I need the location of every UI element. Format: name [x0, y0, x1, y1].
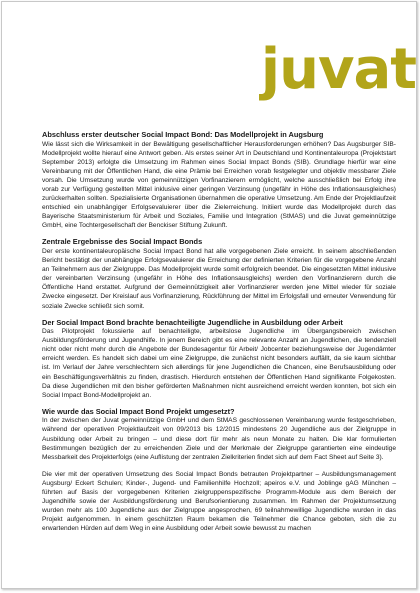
section-paragraph: Die vier mit der operativen Umsetzung des Social Impact Bonds betrauten Projektpartner – Ausbildungsmanagement Augsburg/ Eckert Schulen; Kinder-, Jugend- und Familienhilfe Hochzoll; apeiros e.V. und Joblinge gAG München – führten auf Basis der vorgegebenen Kriterien zielgruppenspezifische Programm-Module aus dem Bereich der Jugendhilfe sowie der Ausbildungsförderung und Berufsorientierung zusammen. Im Rahmen der Projektumsetzung wurden mehr als 100 Jugendliche aus der Zielgruppe angesprochen, 69 teilnahmewillige Jugendliche wurden in das Projekt aufgenommen. In einem geschützten Raum bekamen die Teilnehmer die Chance geboten, sich die zu erwartenden Hürden auf dem Weg in eine Ausbildung oder Arbeit sowie bewusst zu machen — [42, 470, 396, 533]
section-ergebnisse — [42, 237, 396, 310]
section-paragraph: Der erste kontinentaleuropäische Social Impact Bond hat alle vorgegebenen Ziele erreicht. In seinem abschließenden Bericht bestätigt der unabhängige Erfolgsevaluierer die Erreichung der definierten Kriterien für die vorgegebene Anzahl an Teilnehmern aus der Zielgruppe. Das Modellprojekt wurde somit erfolgreich beendet. Die eingesetzten Mittel inklusive der vereinbarten Verzinsung (ungefähr in Höhe des Inflationsausgleichs) werden den Vorfinanzierern durch die Öffentliche Hand erstattet. Aufgrund der Gemeinnützigkeit aller Vorfinanzierer werden jene Mittel wieder für soziale Zwecke eingesetzt. Der Kreislauf aus Vorfinanzierung, Rückführung der Mittel im Erfolgsfall und erneuter Verwendung für soziale Zwecke schließt sich somit. — [42, 247, 396, 310]
section-paragraph: Das Pilotprojekt fokussierte auf benachteiligte, arbeitslose Jugendliche im Übergangsbereich zwischen Ausbildungsförderung und Jugendhilfe. In jenem Bereich gibt es eine relevante Anzahl an Jugendlichen, die tendenziell nicht oder nicht mehr durch die Angebote der Bundesagentur für Arbeit/ Jobcenter beziehungsweise der Jugendämter erreicht werden. Es handelt sich dabei um eine Zielgruppe, die zunächst nicht besonders auffällt, da sie kaum sichtbar ist. Im Verlauf der Jahre verschlechtern sich allerdings für jene Jugendlichen die Chancen, eine Berufsausbildung oder ein Beschäftigungsverhältnis zu finden, drastisch. Hierdurch entstehen der Öffentlichen Hand signifikante Folgekosten. Da diese Jugendlichen mit den bisher geförderten Maßnahmen nicht ausreichend erreicht werden konnten, bot sich ein Social Impact Bond-Modellprojekt an. — [42, 328, 396, 399]
document-body — [42, 130, 396, 540]
section-paragraph: Wie lässt sich die Wirksamkeit in der Bewältigung gesellschaftlicher Herausforderungen erhöhen? Das Augsburger SIB-Modellprojekt wollte hierauf eine Antwort geben. Als erstes seiner Art in Deutschland und Kontinentaleuropa (Projektstart September 2013) erfolgte die Umsetzung im Rahmen eines Social Impact Bonds (SIB). Grundlage hierfür war eine Vereinbarung mit der Öffentlichen Hand, die eine Prämie bei Erreichen vorab festgelegter und objektiv messbarer Ziele vorsah. Die Umsetzung wurde von gemeinnützigen Vorfinanzierern ermöglicht, welche ausschließlich bei Erfolg ihre vorab zur Verfügung gestellten Mittel inklusive einer geringen Verzinsung (ungefähr in Höhe des Inflationsausgleiches) zurückerhalten sollten. Spezialisierte Organisationen übernahmen die operative Umsetzung. Am Ende der Projektlaufzeit entschied ein unabhängiger Erfolgsevaluierer über die Zielerreichung. Initiiert wurde das Modellprojekt durch das Bayerische Staatsministerium für Arbeit und Soziales, Familie und Integration (StMAS) und die Juvat gemeinnützige GmbH, eine Tochtergesellschaft der Benckiser Stiftung Zukunft. — [42, 140, 396, 230]
section-paragraph: In der zwischen der Juvat gemeinnützige GmbH und dem StMAS geschlossenen Vereinbarung wurde festgeschrieben, während der operativen Projektlaufzeit von 09/2013 bis 12/2015 mindestens 20 Jugendliche aus der Zielgruppe in Ausbildung oder Arbeit zu bringen – und diese dort für mehr als neun Monate zu halten. Die klar formulierten Bestimmungen bezüglich der zu erreichenden Ziele und der Merkmale der Zielgruppe garantierten eine eindeutige Messbarkeit des Projekterfolgs (eine Auflistung der zentralen Zielkriterien findet sich auf dem Fact Sheet auf Seite 3). — [42, 417, 396, 461]
section-abschluss — [42, 130, 396, 230]
section-heading: Abschluss erster deutscher Social Impact Bond: Das Modellprojekt in Augsburg — [42, 130, 324, 139]
section-heading: Zentrale Ergebnisse des Social Impact Bonds — [42, 237, 203, 247]
document-page — [1, 1, 417, 589]
section-heading: Der Social Impact Bond brachte benachteiligte Jugendliche in Ausbildung oder Arbeit — [42, 317, 343, 327]
section-heading: Wie wurde das Social Impact Bond Projekt umgesetzt? — [42, 406, 235, 416]
juvat-logo: juvat — [260, 37, 416, 102]
section-jugendliche — [42, 318, 396, 400]
section-umsetzung — [42, 407, 396, 534]
